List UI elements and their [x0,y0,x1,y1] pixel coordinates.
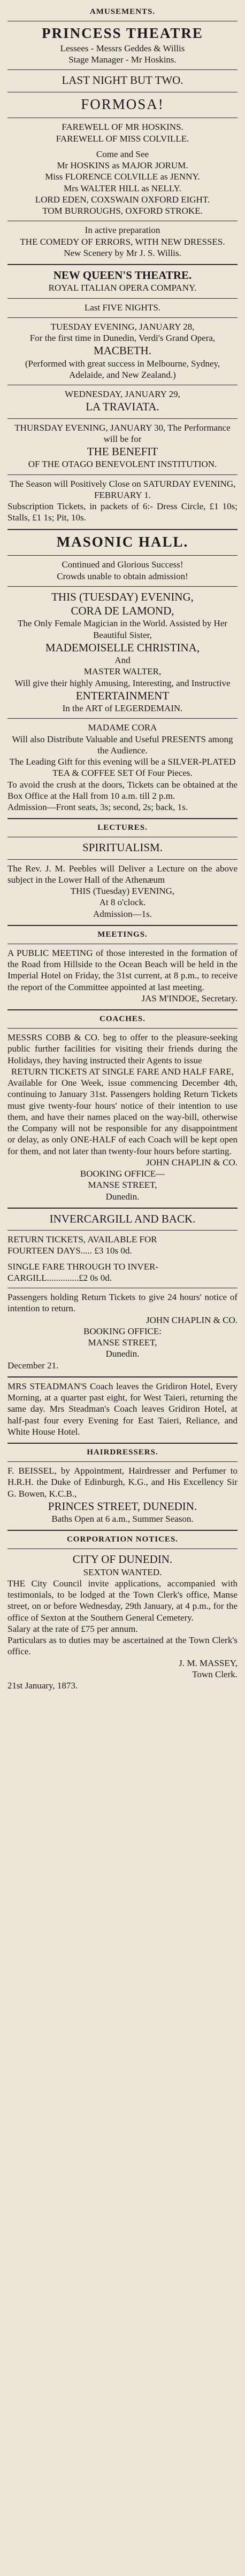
ad-signature: JOHN CHAPLIN & CO. [146,1157,238,1168]
ad-masonic-hall [7,533,238,813]
divider [7,298,238,299]
ad-line: MANSE STREET, [88,1180,157,1190]
divider [7,586,238,587]
ad-line: Lessees - Messrs Geddes & Willis [60,43,185,53]
section-header-lectures: LECTURES. [97,823,148,832]
ad-line: A PUBLIC MEETING of those interested in the formation of the Road from Hillside to the Ocean Beach will be held in the Imperial Hotel on Friday, the 31st current, at 8 p.m., to receive the report of the Committee appointed at last meeting. [7,947,238,992]
ad-line: Passengers holding Return Tickets to give 24 hours' notice of intention to return. [7,1292,238,1314]
ad-line: Particulars as to duties may be ascertained at the Town Clerk's office. [7,1635,238,1657]
ad-line: TOM BURROUGHS, OXFORD STROKE. [42,206,203,216]
ad-line: TUESDAY EVENING, JANUARY 28, [50,321,195,332]
divider [7,317,238,318]
ad-line: CORA DE LAMOND, [71,604,174,617]
ad-line: RETURN TICKETS, AVAILABLE FOR [7,1234,157,1244]
ad-title: CITY OF DUNEDIN. [72,1553,173,1566]
ad-sexton-wanted [7,1552,238,1691]
ad-beissel [7,1465,238,1524]
ad-signature: J. M. MASSEY, [179,1657,238,1668]
divider [7,718,238,719]
divider [7,474,238,475]
ad-line: FOURTEEN DAYS..... £3 10s 0d. [7,1246,132,1256]
ad-date: 21st January, 1873. [7,1680,78,1691]
ad-line: Admission—1s. [93,908,152,919]
ad-title: INVERCARGILL AND BACK. [49,1212,196,1225]
ad-line: (Performed with great success in Melbourne, Sydney, Adelaide, and New Zealand.) [25,358,220,380]
ad-line: The Rev. J. M. Peebles will Deliver a Lecture on the above subject in the Lower Hall of the Athenæum [7,863,238,885]
ad-line: FAREWELL OF MR HOSKINS. [62,122,183,133]
divider [7,925,238,926]
ad-date: December 21. [7,1360,59,1371]
ad-line: SINGLE FARE THROUGH TO INVER- [7,1261,159,1272]
ad-line: Subscription Tickets, in packets of 6:- Dress Circle, £1 10s; Stalls, £1 1s; Pit, 10s. [7,501,238,523]
ad-line: THE BENEFIT [87,445,158,458]
ad-line: Available for One Week, issue commencing December 4th, continuing to January 31st. Passengers holding Return Tickets must give twenty-four hours' notice of their intention to use them, and have their names placed on the way-bill, otherwise the Company will not be responsible for any disappointment or delay, as only ONE-HALF of each Coach will be kept open for them, and not later than twenty-four hours before starting. [7,1078,238,1156]
ad-title: PRINCESS THEATRE [42,25,203,41]
ad-cobb-co [7,1032,238,1202]
ad-line: The Season will Positively Close on SATURDAY EVENING, FEBRUARY 1. [9,478,236,500]
divider [7,555,238,556]
ad-title: SPIRITUALISM. [82,841,163,854]
divider [7,69,238,70]
ad-line: WEDNESDAY, JANUARY 29, [65,389,180,399]
ad-steadman-coach [7,1381,238,1437]
ad-line: MASTER WALTER, [83,666,162,677]
ad-line: MESSRS COBB & CO. beg to offer to the pleasure-seeking public further facilities for visiting their friends during the Holidays, they having instructed their Agents to issue [7,1032,238,1065]
ad-line: Come and See [96,149,149,159]
divider [7,1530,238,1531]
ad-spiritualism [7,840,238,920]
ad-line: PRINCES STREET, DUNEDIN. [48,1499,197,1513]
ad-line: BOOKING OFFICE— [80,1169,165,1179]
ad-line: FORMOSA! [81,96,164,112]
divider [7,1443,238,1444]
divider [7,1548,238,1549]
section-header-hairdressers: HAIRDRESSERS. [87,1448,158,1457]
divider [7,1461,238,1462]
ad-line: F. BEISSEL, by Appointment, Hairdresser and Perfumer to H.R.H. the Duke of Edinburgh, K.G., and His Excellency Sir G. Bowen, K.C.B., [7,1466,238,1499]
ad-line: Mrs WALTER HILL as NELLY. [64,183,181,193]
ad-line: ROYAL ITALIAN OPERA COMPANY. [48,283,197,293]
ad-line: MANSE STREET, [88,1337,157,1348]
ad-line: In active preparation [85,225,160,236]
divider [7,859,238,860]
ad-line: Last FIVE NIGHTS. [84,302,161,313]
ad-line: Salary at the rate of £75 per annum. [7,1623,138,1634]
ad-line: Stage Manager - Mr Hoskins. [68,55,177,65]
ad-line: LORD EDEN, COXSWAIN OXFORD EIGHT. [35,194,210,205]
divider [7,1230,238,1231]
ad-public-meeting [7,947,238,1004]
divider [7,818,238,819]
ad-line: Miss FLORENCE COLVILLE as JENNY. [45,172,200,182]
ad-princess-theatre [7,25,238,259]
ad-line: SEXTON WANTED. [83,1567,162,1577]
ad-line: To avoid the crush at the doors, Tickets can be obtained at the Box Office at the Hall from 10 a.m. till 2 p.m. [7,779,238,801]
ad-signature: JAS M'INDOE, Secretary. [141,993,238,1003]
ad-line: OF THE OTAGO BENEVOLENT INSTITUTION. [28,459,217,470]
divider [7,529,238,530]
ad-line: In the ART of LEGERDEMAIN. [62,703,183,713]
ad-line: Admission—Front seats, 3s; second, 2s; back, 1s. [7,802,188,812]
ad-invercargill [7,1212,238,1371]
divider [7,1009,238,1010]
ad-line: The Only Female Magician in the World. Assisted by Her Beautiful Sister, [17,618,228,640]
section-header-corporation: CORPORATION NOTICES. [66,1535,179,1544]
ad-line: LAST NIGHT BUT TWO. [62,74,183,87]
divider [7,1376,238,1378]
ad-line: THURSDAY EVENING, JANUARY 30, The Performance will be for [14,422,231,444]
ad-line: LA TRAVIATA. [86,400,159,414]
ad-line: At 8 o'clock. [99,897,146,908]
ad-line: Baths Open at 6 a.m., Summer Season. [51,1514,194,1524]
ad-title: NEW QUEEN'S THEATRE. [53,269,192,282]
ad-line: CARGILL..............£2 0s 0d. [7,1272,112,1283]
ad-line: THIS (Tuesday) EVENING, [70,886,175,896]
ad-line: Crowds unable to obtain admission! [57,571,188,581]
ad-line: MADEMOISELLE CHRISTINA, [45,641,200,654]
section-header-meetings: MEETINGS. [97,930,148,939]
ad-line: MRS STEADMAN'S Coach leaves the Gridiron Hotel, Every Morning, at a quarter past eight, for West Taieri, returning the same day. Mrs Steadman's Coach leaves Gridiron Hotel, at half-past four every Evening for East Taieri, Reliance, and White House Hotel. [7,1381,238,1437]
ad-line: The Leading Gift for this evening will be a SILVER-PLATED TEA & COFFEE SET Of Four Pieces. [9,757,236,779]
ad-line: And [114,655,131,665]
section-header-coaches: COACHES. [99,1015,146,1023]
ad-line: New Scenery by Mr J. S. Willis. [64,247,181,258]
ad-line: RETURN TICKETS AT SINGLE FARE AND HALF FARE, [11,1066,234,1077]
ad-signature: JOHN CHAPLIN & CO. [146,1314,238,1325]
ad-line: Will give their highly Amusing, Interesting, and Instructive [14,678,231,688]
ad-line: For the first time in Dunedin, Verdi's Grand Opera, [29,333,216,343]
ad-queens-theatre [7,268,238,524]
ad-line: THE COMEDY OF ERRORS, WITH NEW DRESSES. [20,236,225,247]
ad-line: THIS (TUESDAY) EVENING, [51,590,194,603]
divider [7,1028,238,1029]
ad-line: MADAME CORA [88,722,157,733]
ad-line: Dunedin. [105,1349,140,1359]
section-header-amusements: AMUSEMENTS. [89,7,156,16]
ad-title: MASONIC HALL. [56,533,189,550]
ad-line: THE City Council invite applications, accompanied with testimonials, to be lodged at the Town Clerk's office, Manse street, on or before Wednesday, 29th January, at 4 p.m., for the office of Sexton at the Southern General Cemetery. [7,1578,238,1623]
ad-signature-title: Town Clerk. [192,1669,238,1679]
ad-line: FAREWELL OF MISS COLVILLE. [56,133,189,144]
divider [7,1208,238,1209]
divider [7,264,238,265]
ad-line: BOOKING OFFICE: [83,1326,162,1336]
ad-line: MACBETH. [94,344,151,357]
ad-line: ENTERTAINMENT [75,689,170,702]
divider [7,418,238,419]
ad-line: Mr HOSKINS as MAJOR JORUM. [57,160,188,170]
ad-line: Continued and Glorious Success! [62,559,183,570]
ad-line: Dunedin. [105,1191,140,1202]
ad-line: Will also Distribute Valuable and Useful PRESENTS among the Audience. [12,734,233,756]
